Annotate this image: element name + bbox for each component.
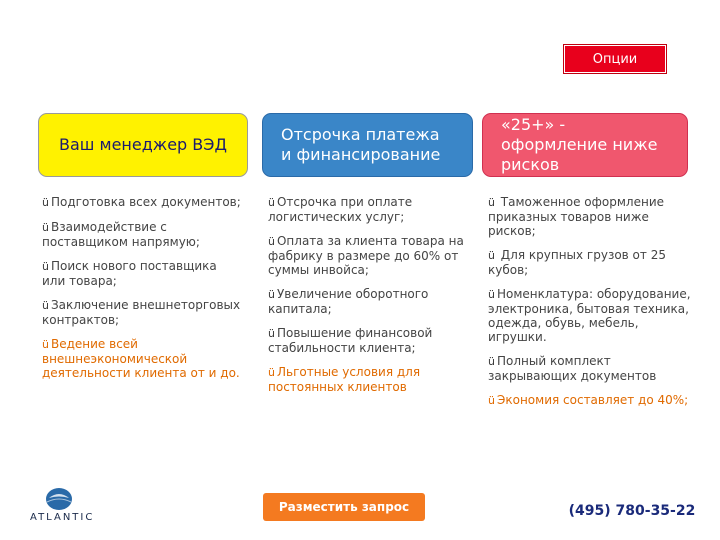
list-item: ü Отсрочка при оплате логистических услуг; (268, 195, 413, 224)
list-item: ü Поиск нового поставщика или товара; (42, 259, 217, 288)
check-icon: ü (42, 299, 49, 312)
list-item: ü Повышение финансовой стабильности клиента; (268, 326, 433, 355)
list-item: ü Номенклатура: оборудование, электроника, бытовая техника, одежда, обувь, мебель, игрушки. (488, 287, 691, 344)
list-item: ü Полный комплект закрывающих документов (488, 354, 657, 383)
check-icon: ü (268, 235, 275, 248)
check-icon: ü (488, 288, 495, 301)
manager-card-title: Ваш менеджер ВЭД (59, 135, 227, 154)
logo-text: ATLANTIC (30, 512, 95, 523)
options-button[interactable]: Опции (564, 45, 666, 73)
list-item: ü Льготные условия для постоянных клиентов (268, 365, 421, 394)
check-icon: ü (42, 221, 49, 234)
check-icon: ü (268, 327, 275, 340)
submit-request-button[interactable]: Разместить запрос (263, 493, 425, 521)
list-item: ü Ведение всей внешнеэкономической деятельности клиента от и до. (42, 337, 240, 380)
list-item: ü Подготовка всех документов; (42, 195, 241, 209)
list-item: ü Взаимодействие с поставщиком напрямую; (42, 220, 200, 249)
globe-logo-icon (44, 486, 74, 512)
deferral-card-title: Отсрочка платежа и финансирование (281, 125, 441, 164)
deferral-card (262, 113, 473, 177)
check-icon: ü (42, 196, 49, 209)
manager-card (38, 113, 248, 177)
list-item: ü Заключение внешнеторговых контрактов; (42, 298, 241, 327)
check-icon: ü (42, 260, 49, 273)
list-item: ü Увеличение оборотного капитала; (268, 287, 429, 316)
list-item: ü Экономия составляет до 40%; (488, 393, 689, 407)
deferral-list (268, 195, 483, 404)
check-icon: ü (268, 288, 275, 301)
check-icon: ü (488, 355, 495, 368)
list-item: ü Для крупных грузов от 25 кубов; (488, 248, 666, 277)
check-icon: ü (488, 394, 495, 407)
plus25-card-title: «25+» - оформление ниже рисков (501, 115, 658, 174)
check-icon: ü (268, 366, 275, 379)
plus25-list (488, 195, 700, 418)
check-icon: ü (488, 196, 495, 209)
list-item: ü Оплата за клиента товара на фабрику в размере до 60% от суммы инвойса; (268, 234, 464, 277)
phone-number: (495) 780-35-22 (568, 503, 696, 519)
plus25-card (482, 113, 688, 177)
check-icon: ü (42, 338, 49, 351)
list-item: ü Таможенное оформление приказных товаров ниже рисков; (488, 195, 664, 238)
manager-list (42, 195, 242, 390)
check-icon: ü (488, 249, 495, 262)
check-icon: ü (268, 196, 275, 209)
